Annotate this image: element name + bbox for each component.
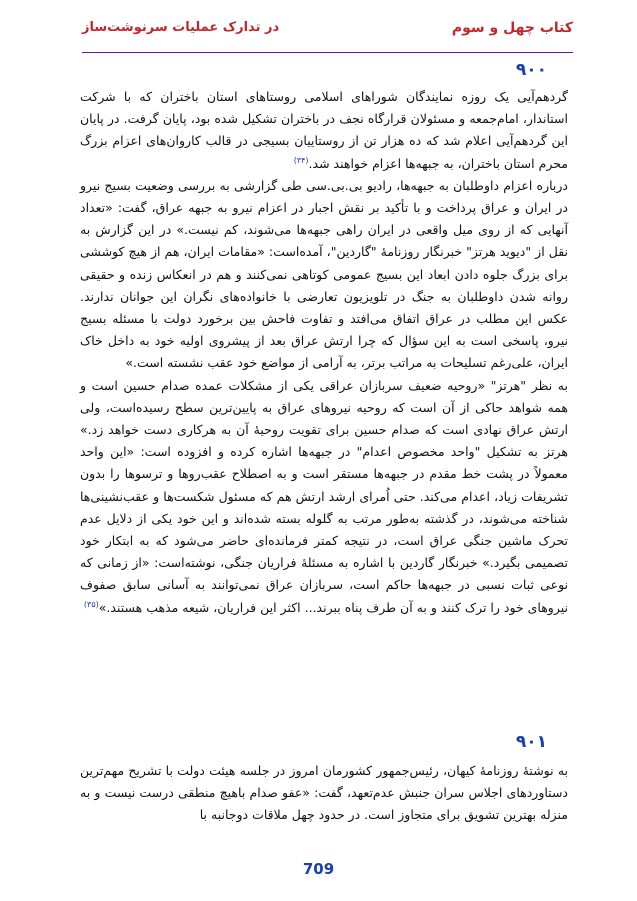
page-header: [82, 20, 573, 46]
section-900-body: [80, 86, 568, 619]
page-number: 709: [302, 860, 335, 878]
section-901-body: [80, 760, 568, 827]
footnote-ref: (۳۵): [83, 599, 99, 609]
book-title: کتاب چهل و سوم: [451, 20, 573, 36]
section-number-901: ۹۰۱: [515, 732, 547, 752]
chapter-title: در تدارک عملیات سرنوشت‌ساز: [82, 20, 280, 35]
paragraph: درباره اعزام داوطلبان به جبهه‌ها، رادیو بی.بی.سی طی گزارشی به بررسی وضعیت بسیج نیرو در ایران و عراق پرداخت و با تأکید بر نقش اجبار در اعزام نیرو به جبهه عراق، گفت: «تعداد آنهایی که از روی میل واقعی در ایران راهی جبهه‌ها می‌شوند، کم نیست.» در این گزارش به نقل از "دیوید هرتز" خبرنگار روزنامهٔ "گاردین"، آمده‌است: «مقامات ایران، هم از هیچ کوششی برای بزرگ جلوه دادن ابعاد این بسیج عمومی کوتاهی نمی‌کنند و هم در انعکاس زنده و حقیقی روانه شدن داوطلبان به جنگ در تلویزیون تعارضی با خانواده‌های نگران این جوانان ندارند. عکس این مطلب در عراق اتفاق می‌افتد و تفاوت فاحش بین برخورد دولت با مسئله بسیج نیرو، پاسخی است به این سؤال که چرا ارتش عراق بعد از پیشروی اولیه خود به داخل خاک ایران، علی‌رغم تسلیحات به مراتب برتر، به آرامی از مواضع خود عقب نشسته است.»: [80, 177, 568, 371]
paragraph: به نوشتهٔ روزنامهٔ کیهان، رئیس‌جمهور کشورمان امروز در جلسه هیئت دولت با تشریح مهم‌ترین دستاوردهای اجلاس سران جنبش عدم‌تعهد، گفت: «عفو صدام باهیچ منطقی درست نیست و به منزله بهترین تشویق برای متجاوز است. در حدود چهل ملاقات دوجانبه با: [80, 763, 568, 823]
footnote-ref: (۳۴): [293, 155, 309, 165]
header-divider: [82, 52, 573, 53]
paragraph: به نظر "هرتز" «روحیه ضعیف سربازان عراقی یکی از مشکلات عمده صدام حسین است و همه شواهد حاکی از آن است که روحیه نیروهای عراق به پایین‌ترین سطح رسیده‌است، ولی ارتش عراق نهادی است که صدام حسین برای تقویت روحیهٔ آن به هرکاری دست خواهد زد.» هرتز به تشکیل "واحد مخصوص اعدام" در جبهه‌ها اشاره کرده و افزوده است: «این واحد معمولاً در پشت خط مقدم در جبهه‌ها مستقر است و به اصطلاح عقب‌روها و ترسوها را بدون تشریفات زیاد، اعدام می‌کند. حتی اُمرای ارشد ارتش هم که مسئول شکست‌ها و عقب‌نشینی‌ها شناخته می‌شوند، در گذشته به‌طور مرتب به گلوله بسته شده‌اند و این خود یکی از دلایل عدم تحرک ماشین جنگی عراق است، در نتیجه کمتر فرمانده‌ای حاضر می‌شود که به ابتکار خود تصمیمی بگیرد.» خبرنگار گاردین با اشاره به مسئلهٔ فراریان جنگی، نوشته‌است: «از زمانی که نوعی ثبات نسبی در جبهه‌ها حاکم است، سربازان عراق نمی‌توانند به آسانی سابق صفوف نیروهای خود را ترک کنند و به آن طرف پناه ببرند... اکثر این فراریان، شیعه مذهب هستند.»$^{(۳۵)}$: [80, 377, 568, 615]
paragraph: گردهم‌آیی یک روزه نمایندگان شوراهای اسلامی روستاهای استان باختران که با شرکت استاندار، امام‌جمعه و مسئولان قرارگاه نجف در باختران تشکیل شده بود، پایان گرفت. در پایان این گردهم‌آیی اعلام شد که ده هزار تن از روستاییان بسیجی در قالب کاروان‌های اعزام بزرگ محرم استان باختران، به جبهه‌ها اعزام خواهند شد.$^{(۳۴)}$: [80, 89, 568, 171]
section-number-900: ۹۰۰: [515, 60, 547, 80]
